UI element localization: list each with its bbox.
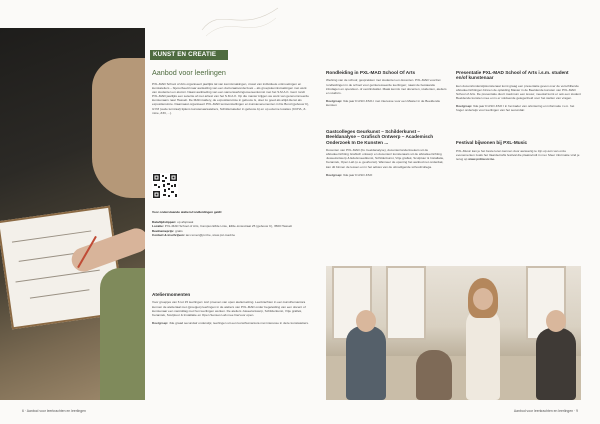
photo-sweater [100, 268, 145, 400]
ateliers-body: Voor groepjes van 6 tot 15 leerlingen: kort proeven van open ateliersetting. Leerkrachten in een kunsthumaniora kunnen de ateliertaal met (groepjes) leerlingen in de ateliers van PXL-MAD onder begeleiding van een docent of kunstenaar een namiddag met hun leerlingen werken. De ateliers Juweelontwerp, Schilderkunst, Vrije grafiek, Keramiek, Sculptuur & Installatie en Open Senses Lab mee hiervoor open. [152, 300, 306, 317]
detail-dates: Data/tijdstippen: op afspraak [152, 220, 194, 225]
right-column [456, 70, 581, 167]
gastcolleges-doelgroep: Doelgroep: 6de jaar D ASO-KSO [326, 172, 373, 177]
rondleiding-body: Werking van de school; gesprekken met studenten en docenten. PXL-MAD voorziet rondleidingen in de school voor geinteresseerde leerlingen; naast de bestaande infodagen en opendeur- of oemlindatdet. Maak kennis met docenten, studenten, ateliers en studio's. [326, 78, 447, 95]
presentatie-title: Presentatie PXL-MAD School of Arts i.s.m. student en/of kunstenaar [456, 70, 569, 81]
rondleiding-block [326, 70, 448, 107]
rondleiding-doelgroep: Doelgroep: 6de jaar D ASO-KSO-I met interesse voor een Master in de Beeldende kunsten [326, 98, 441, 107]
ateliers-section [152, 292, 312, 325]
gastcolleges-body: Docenten van PXL-MAD (bv. beeldanalyse), docenten/onderzoekers uit de afstudeerrichting Grafisch ontwerp en docenten/ kunstenaars uit de afstudeerrichting Juweelontwerp & Edelsmeedkunst, Schilderkunst, Vrije grafiek, Sculptuur & Installatie, Keramiek, Open Lab (o.a. geurkunst). Wanneer de opening het aanbod net onderdak, kan dit binnen de lessen en in het advies van de uitnodigende school/collega. [326, 148, 445, 169]
presentatie-block [456, 70, 581, 112]
middle-column [326, 70, 448, 183]
section-title: Aanbod voor leerlingen [152, 68, 226, 77]
decorative-sketch [200, 0, 280, 40]
gastcolleges-block [326, 129, 448, 177]
photo-hair [92, 58, 145, 198]
intro-paragraph: PXL-MAD School of Arts organiseert jaarlijks tal van kennismakingen, zowel van individuele ontmoetingen en kunstateliers – bijvoorbeeld naar aanleiding van een doctoraatsonderzoek – als groepskennismakingen met werk van studenten en alumni. Naast aanbieding van een samenwerkingsovereenkomst met het S.M.A.K. Gent rondt PXL-MAD jaarlijks een selectie af met artiest van het S.M.A.K. Op die manier krijgen we werk van gerenommeerde kunstenaars naar Hasselt. De MAD-Gallery, de expositieruimte in gebouw G, doet zo goed als altijd dienst als expositieruimte. Daarnaast organiseert PXL-MAD tentoonstellingen en kunstevenementen in De Bond (gebouw C), GYM (oude turnzaal) tijdens kunstenaarsateliers, Schildersatelier in gebouw A) en op externe locaties (CCHA, Z-mine, Z33, ...). [152, 82, 310, 115]
detail-location: Locatie: PXL-MAD School of Arts, Campus Elfde Linie, Elfde-Liniestraat 25 (gebouw C), 3500 Hasselt [152, 224, 292, 229]
festival-body: PXL-Music kan je het beste leren kennen door aanwezig te zijn op één van onze evenementen zoals het Vaardecrafts festival die plaatsvindt in mei. Meer informatie vind je terug op www.pxlmusic.be. [456, 148, 580, 161]
ateliers-doelgroep: Doelgroep: 3de graad secundair onderwijs; leerlingen uit een kunsthumaniora met interesse in deze kunstateliers. [152, 320, 309, 325]
student-drawing-photo [0, 28, 145, 400]
festival-link[interactable]: www.pxlmusic.be. [468, 156, 495, 161]
presentatie-doelgroep: Doelgroep: 6de jaar D ASO-KSO I in het kader van oriëntering en informatie i.v.m. het hoger onderwijs voor leerlingen van het secundair. [456, 104, 575, 113]
workshop-photo [326, 266, 581, 400]
offer-intro-section [152, 65, 312, 115]
qr-code[interactable] [152, 173, 178, 199]
practical-details [152, 210, 317, 237]
details-caption: Voor onderstaande ateliers/rondleidingen geldt: [152, 210, 223, 214]
festival-title: Festival bijwonen bij PXL-Music [456, 140, 528, 146]
festival-block [456, 140, 581, 161]
detail-price: Deelnameprijs: gratis [152, 228, 183, 233]
gastcolleges-title: Gastcolleges Geurkunst – Schilderkunst – Beeldanalyse – Grafisch Ontwerp – Academisch Onderzoek In De Kunsten ... [326, 128, 434, 145]
rondleiding-title: Rondleiding in PXL-MAD School Of Arts [326, 70, 416, 75]
page-footer-right: Aanbod voor leerkrachten en leerlingen · 9 [513, 409, 578, 413]
presentatie-body: Een docent/onderwijskunstenaar komt graag een presentatie geven over de verschillende afstudeerrichtingen binnen de opleiding Master in de Beeldende kunsten van PXL-MAD School of Arts. De presentatie duurt maximum een lesuur, meestal komt er ook een student Beeldende kunsten mee en is er voldoende gelegenheid voor het stellen van vragen. [456, 83, 581, 101]
section-banner: KUNST EN CREATIE [150, 50, 228, 60]
detail-contact[interactable]: Contact & inschrijven: iac.remen@pxl.be, www.pxl-mad.be [152, 232, 236, 237]
page-footer-left: 6 · Aanbod voor leerkrachten en leerlingen [22, 409, 86, 413]
ateliers-title: Ateliermomenten [152, 292, 191, 297]
